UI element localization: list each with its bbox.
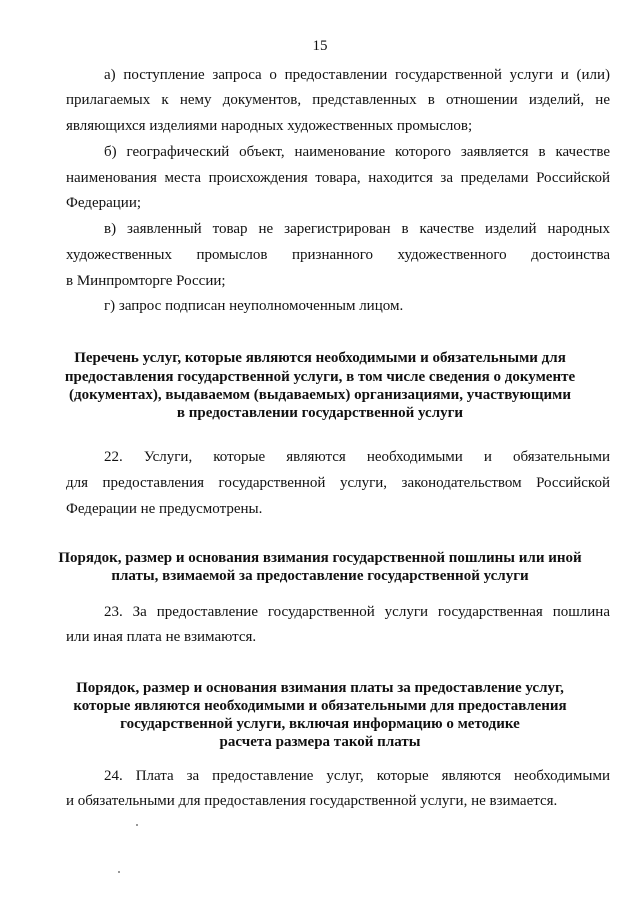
heading-fee-line-1: Порядок, размер и основания взимания государственной пошлины или иной — [58, 550, 582, 566]
heading-services-line-3: (документах), выдаваемом (выдаваемых) организациями, участвующими — [69, 387, 571, 403]
para-24-line-2: и обязательными для предоставления государственной услуги, не взимается. — [66, 793, 558, 809]
heading-services-line-4: в предоставлении государственной услуги — [176, 405, 464, 421]
para-v-line-1: в) заявленный товар не зарегистрирован в качестве изделий народных — [104, 221, 610, 237]
para-b-line-2: наименования места происхождения товара, находится за пределами Российской — [66, 170, 610, 186]
para-a-line-1: а) поступление запроса о предоставлении государственной услуги и (или) — [104, 67, 610, 83]
para-22-line-1: 22. Услуги, которые являются необходимыми и обязательными — [104, 449, 610, 465]
heading-payment-line-2: которые являются необходимыми и обязательными для предоставления — [73, 698, 567, 714]
para-22-line-3: Федерации не предусмотрены. — [66, 501, 263, 517]
para-24-line-1: 24. Плата за предоставление услуг, которые являются необходимыми — [104, 768, 610, 784]
para-v-line-2: художественных промыслов признанного художественного достоинства — [66, 247, 610, 263]
para-g-line-1: г) запрос подписан неуполномоченным лицом. — [104, 298, 404, 314]
para-a-line-2: прилагаемых к нему документов, представленных в отношении изделий, не — [66, 92, 610, 108]
para-23-line-2: или иная плата не взимаются. — [66, 629, 257, 645]
para-23-line-1: 23. За предоставление государственной услуги государственная пошлина — [104, 604, 610, 620]
para-22-line-2: для предоставления государственной услуги, законодательством Российской — [66, 475, 610, 491]
heading-payment-line-1: Порядок, размер и основания взимания платы за предоставление услуг, — [76, 680, 564, 696]
heading-payment-line-3: государственной услуги, включая информацию о методике — [120, 716, 520, 732]
scan-speck — [118, 871, 120, 873]
para-a-line-3: являющихся изделиями народных художественных промыслов; — [66, 118, 473, 134]
para-b-line-1: б) географический объект, наименование которого заявляется в качестве — [104, 144, 610, 160]
para-v-line-3: в Минпромторге России; — [66, 273, 226, 289]
heading-services-line-1: Перечень услуг, которые являются необходимыми и обязательными для — [74, 350, 566, 366]
page-number: 15 — [312, 38, 328, 54]
heading-payment-line-4: расчета размера такой платы — [219, 734, 421, 750]
para-b-line-3: Федерации; — [66, 195, 142, 211]
heading-fee-line-2: платы, взимаемой за предоставление государственной услуги — [111, 568, 529, 584]
heading-services-line-2: предоставления государственной услуги, в том числе сведения о документе — [64, 369, 576, 385]
scan-speck — [136, 824, 138, 826]
